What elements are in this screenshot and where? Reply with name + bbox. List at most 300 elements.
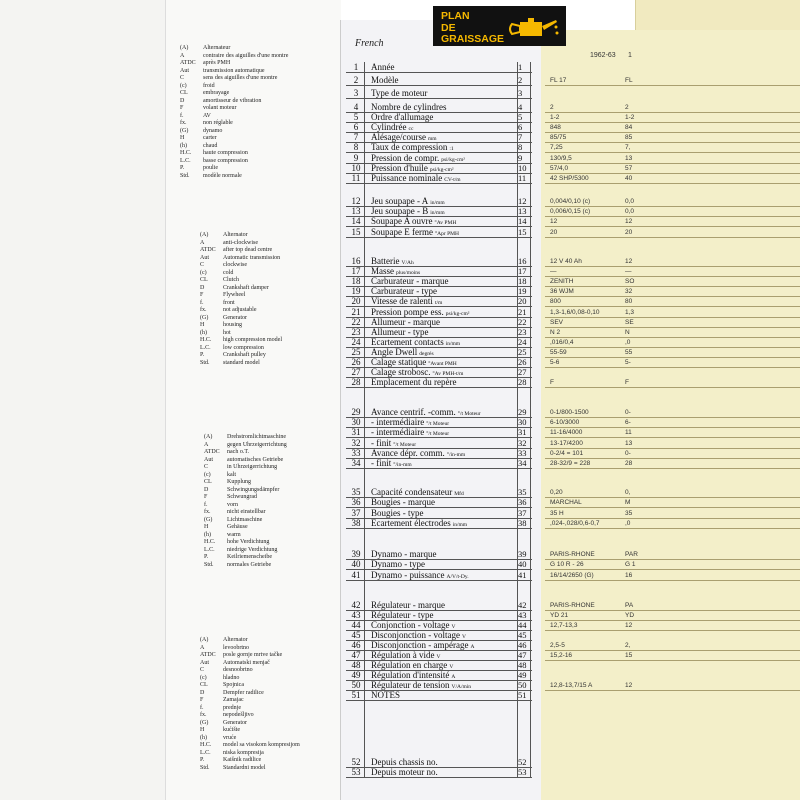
row-number: 3 <box>353 88 359 98</box>
legend-abbreviation: C <box>200 262 205 268</box>
row-label-text: - intermédiaire <box>371 427 425 438</box>
value-col1: 57/4,0 <box>550 164 569 172</box>
value-col2: 13 <box>625 154 633 162</box>
row-label-text: Bougies - marque <box>371 497 435 508</box>
legend-entry <box>204 449 287 457</box>
row-number-right: 29 <box>518 407 527 417</box>
row-number-right: 52 <box>518 757 527 767</box>
legend-meaning: housing <box>223 322 243 328</box>
row-number-right: 47 <box>518 650 527 660</box>
row-label-text: Avance centrif. -comm. <box>371 407 456 417</box>
legend-abbreviation: Std. <box>200 359 210 366</box>
value-col1: 130/9,5 <box>550 154 572 162</box>
row-number-right: 51 <box>518 690 527 700</box>
legend-abbreviation: (c) <box>200 674 207 681</box>
value-col2: F <box>625 379 629 387</box>
legend-entry <box>200 337 282 345</box>
row-label <box>371 377 511 387</box>
row-number: 14 <box>351 216 361 227</box>
row-number-right: 45 <box>518 630 527 640</box>
row-number-right: 50 <box>518 680 527 690</box>
legend-entry <box>180 105 288 113</box>
row-number: 22 <box>351 316 361 327</box>
row-number: 47 <box>351 650 361 660</box>
row-label-text: Carburateur - type <box>371 286 437 297</box>
row-label <box>371 458 511 470</box>
row-label-text: Régulateur - type <box>371 610 434 620</box>
value-rule <box>545 347 800 348</box>
value-rule <box>545 448 800 449</box>
legend-abbreviation: L.C. <box>200 749 211 756</box>
legend-meaning: Drehstromlichtmaschine <box>227 434 286 440</box>
value-col2: 0, <box>625 489 631 496</box>
legend-meaning: prednje <box>223 704 241 711</box>
row-label-text: Cylindrée <box>371 122 407 133</box>
row-number-right: 1 <box>518 62 523 72</box>
legend-entry <box>180 128 288 136</box>
value-col2: 0- <box>625 449 631 457</box>
row-number: 27 <box>351 367 361 378</box>
legend-abbreviation: CL <box>200 682 208 688</box>
spec-row <box>346 88 532 99</box>
legend-meaning: Zamajac <box>223 697 244 703</box>
value-col1: 12,8-13,7/15 A <box>550 682 593 689</box>
legend-meaning: embrayage <box>203 90 230 96</box>
legend-meaning: Flywheel <box>223 292 246 298</box>
row-label-text: Alésage/course <box>371 132 426 143</box>
value-rule <box>545 226 800 227</box>
row-number-right: 39 <box>518 549 527 559</box>
legend-abbreviation: CL <box>204 479 212 485</box>
row-number: 16 <box>351 256 361 266</box>
legend-abbreviation: H <box>180 135 185 141</box>
legend-meaning: niska kompresija <box>223 749 264 756</box>
value-col2: YD <box>625 612 635 619</box>
row-number: 41 <box>351 569 361 580</box>
legend-entry <box>200 660 300 668</box>
legend-abbreviation: (c) <box>200 269 207 276</box>
legend-entry <box>200 277 282 285</box>
legend-abbreviation: F <box>180 105 184 111</box>
value-col2: 2, <box>625 642 631 649</box>
legend-entry <box>180 90 288 98</box>
legend-meaning: Automatski menjač <box>223 659 270 666</box>
value-col1: 5-6 <box>550 359 560 366</box>
legend-abbreviation: ATDC <box>200 652 216 658</box>
legend-entry <box>200 720 300 728</box>
value-rule <box>545 337 800 338</box>
row-number-right: 34 <box>518 458 527 468</box>
legend-meaning: cold <box>223 269 234 276</box>
row-number: 2 <box>353 75 359 85</box>
spec-row <box>346 227 532 238</box>
legend-entry <box>180 98 288 106</box>
row-label <box>371 327 511 337</box>
legend-abbreviation: Std. <box>200 764 210 771</box>
spec-row <box>346 690 532 701</box>
legend-entry <box>180 173 288 181</box>
legend-abbreviation: Std. <box>180 172 190 179</box>
value-rule <box>545 387 800 388</box>
legend-entry <box>180 165 288 173</box>
row-label-text: Calage strobosc. <box>371 367 431 378</box>
legend-meaning: Crankshaft damper <box>223 284 269 291</box>
value-col1: 15,2-16 <box>550 652 573 659</box>
row-number: 6 <box>353 122 359 133</box>
value-col1: F <box>550 379 554 387</box>
legend-abbreviation: (A) <box>200 232 209 238</box>
legend-entry <box>200 645 300 653</box>
legend-abbreviation: (h) <box>200 329 207 336</box>
legend-meaning: dynamo <box>203 127 223 134</box>
row-unit: psi/kg-cm² <box>445 310 470 317</box>
row-number-right: 5 <box>518 112 523 123</box>
spec-row <box>346 767 532 778</box>
legend-entry <box>180 143 288 151</box>
value-col1: MARCHAL <box>550 499 582 507</box>
value-col2: 12 <box>625 682 633 689</box>
legend-meaning: Gehäuse <box>227 524 248 530</box>
legend-meaning: Schwingungsdämpfer <box>227 486 280 493</box>
row-label-text: - intermédiaire <box>371 417 425 428</box>
legend-entry <box>204 479 287 487</box>
legend-abbreviation: D <box>180 97 185 104</box>
spec-row <box>346 75 532 86</box>
legend-entry <box>200 652 300 660</box>
legend-entry <box>180 53 288 61</box>
value-rule <box>545 367 800 368</box>
legend-meaning: anti-clockwise <box>223 239 258 246</box>
legend-meaning: Crankshaft pulley <box>223 352 266 358</box>
row-number-right: 33 <box>518 447 527 458</box>
legend-entry <box>200 270 282 278</box>
row-number: 42 <box>351 600 361 610</box>
legend-abbreviation: P. <box>204 554 209 560</box>
value-rule <box>545 690 800 691</box>
value-col1: ,016/0,4 <box>550 338 574 346</box>
row-number-right: 28 <box>518 377 527 388</box>
row-number-right: 44 <box>518 620 527 630</box>
row-label-text: Vitesse de ralenti <box>371 296 433 307</box>
row-number: 18 <box>351 276 361 287</box>
legend-entry <box>204 509 287 517</box>
value-rule <box>545 327 800 328</box>
legend-abbreviation: Std. <box>204 561 214 568</box>
row-number: 23 <box>351 326 361 337</box>
legend-meaning: desnoobrtno <box>223 667 253 673</box>
legend-abbreviation: F <box>204 494 208 500</box>
legend-abbreviation: ATDC <box>180 60 196 66</box>
row-label-text: Disconjonction - voltage <box>371 630 460 640</box>
legend-meaning: nicht einstellbar <box>227 509 266 515</box>
legend-meaning: model sa visokom kompresijom <box>223 742 300 748</box>
row-label-text: Nombre de cylindres <box>371 102 447 112</box>
row-number: 36 <box>351 497 361 508</box>
value-col2: 11 <box>625 429 632 437</box>
row-unit: :1 <box>449 146 454 153</box>
row-number: 39 <box>351 549 361 559</box>
legend-entry <box>200 255 282 263</box>
legend-meaning: Kaišnik radilice <box>223 757 262 763</box>
value-col1: 12 V 40 Ah <box>550 258 582 265</box>
legend-abbreviation: (h) <box>204 531 211 538</box>
row-label-text: Puissance nominale <box>371 172 443 183</box>
legend-meaning: Spojnica <box>223 682 244 688</box>
row-number: 49 <box>351 670 361 680</box>
value-col2: G 1 <box>625 561 636 569</box>
legend-abbreviation: fx. <box>180 120 187 126</box>
row-number: 21 <box>351 306 361 317</box>
legend-entry <box>200 307 282 315</box>
legend-entry <box>200 352 282 360</box>
legend-meaning: Alternator <box>223 637 248 643</box>
value-col1: N 2 <box>550 328 561 336</box>
row-number: 50 <box>351 680 361 690</box>
row-label-text: Régulateur - marque <box>371 600 445 610</box>
row-unit: °Avant PMH <box>428 361 457 367</box>
value-col1: 0-2/4 = 101 <box>550 449 584 457</box>
row-unit: °/t Moteur <box>457 411 481 417</box>
value-rule <box>545 276 800 277</box>
legend-abbreviation: A <box>180 52 185 59</box>
value-col2: 7, <box>625 144 631 152</box>
legend-entry <box>200 322 282 330</box>
row-number: 53 <box>351 767 361 777</box>
legend-meaning: amortisseur de vibration <box>203 97 262 104</box>
legend-serbian <box>200 637 300 772</box>
row-unit: V <box>449 664 454 670</box>
legend-abbreviation: (c) <box>204 471 211 478</box>
value-col2: N <box>625 328 630 336</box>
legend-abbreviation: fx. <box>200 307 207 313</box>
row-number-right: 9 <box>518 152 523 163</box>
row-label <box>371 286 511 296</box>
legend-entry <box>200 735 300 743</box>
row-label-text: Soupape A ouvre <box>371 216 433 227</box>
row-unit: in/mm <box>445 340 461 347</box>
legend-meaning: Alternator <box>223 232 248 238</box>
row-number: 8 <box>353 142 359 153</box>
value-col2: 1,3 <box>625 308 635 316</box>
legend-entry <box>200 330 282 338</box>
value-rule <box>545 630 800 631</box>
row-number-right: 31 <box>518 427 527 438</box>
row-label-text: Dynamo - marque <box>371 549 437 559</box>
value-col1: G 10 R - 26 <box>550 561 584 569</box>
value-col2: 35 <box>625 509 633 517</box>
legend-entry <box>180 113 288 121</box>
row-label-text: Régulation d'intensité <box>371 670 450 680</box>
value-col1: 2 <box>550 104 554 111</box>
value-rule <box>545 417 800 418</box>
value-col1: ,024-,028/0,6-0,7 <box>550 519 600 527</box>
row-number: 10 <box>351 162 361 173</box>
row-unit: °/t Moteur <box>426 421 450 428</box>
legend-meaning: haute compression <box>203 150 248 156</box>
value-col1: 11-16/4000 <box>550 429 583 437</box>
row-number: 33 <box>351 447 361 458</box>
value-col2: 40 <box>625 174 633 182</box>
value-col2: 57 <box>625 164 633 172</box>
legend-entry <box>200 315 282 323</box>
row-number: 48 <box>351 660 361 670</box>
legend-abbreviation: H.C. <box>200 742 212 748</box>
legend-meaning: basse compression <box>203 157 248 164</box>
legend-meaning: chaud <box>203 142 218 149</box>
row-number: 17 <box>351 266 361 277</box>
legend-entry <box>180 135 288 143</box>
row-unit: mm <box>427 136 437 143</box>
row-label-text: Jeu soupape - B <box>371 206 429 217</box>
row-number-right: 12 <box>518 196 527 206</box>
spec-row <box>346 570 532 581</box>
row-number-right: 36 <box>518 497 527 508</box>
legend-abbreviation: P. <box>200 757 205 763</box>
legend-entry <box>204 434 287 442</box>
row-label <box>371 518 511 530</box>
row-unit: V <box>451 624 456 630</box>
legend-meaning: standard model <box>223 359 260 366</box>
row-unit: A <box>470 644 475 650</box>
legend-abbreviation: f. <box>180 112 184 119</box>
legend-meaning: front <box>223 299 235 306</box>
row-label <box>371 600 511 610</box>
legend-meaning: Alternateur <box>203 45 231 51</box>
value-col2: 12 <box>625 218 633 226</box>
value-rule <box>545 357 800 358</box>
row-number: 9 <box>353 152 359 163</box>
background-left <box>0 0 165 800</box>
legend-abbreviation: f. <box>200 299 204 306</box>
legend-meaning: Kupplung <box>227 479 251 485</box>
legend-abbreviation: Aut <box>200 659 209 666</box>
value-col2: 6- <box>625 419 631 427</box>
row-unit: psi/kg-cm² <box>429 166 454 173</box>
value-col1: 0,20 <box>550 489 563 496</box>
row-number: 34 <box>351 458 361 468</box>
legend-meaning: after top dead centre <box>223 247 273 253</box>
legend-meaning: non réglable <box>203 120 233 126</box>
row-label <box>371 227 511 239</box>
value-col2: ,0 <box>625 338 631 346</box>
row-number-right: 6 <box>518 122 523 133</box>
legend-abbreviation: A <box>200 239 205 246</box>
logo-line-1: PLAN <box>441 10 470 22</box>
legend-abbreviation: (A) <box>204 434 213 440</box>
row-number-right: 40 <box>518 559 527 570</box>
row-unit: V <box>436 654 441 660</box>
row-label-text: Allumeur - type <box>371 326 429 337</box>
legend-abbreviation: D <box>204 486 209 493</box>
legend-entry <box>200 232 282 240</box>
row-label <box>371 549 511 559</box>
row-label-text: Jeu soupape - A <box>371 196 429 206</box>
row-number: 12 <box>351 196 361 206</box>
row-label-text: Conjonction - voltage <box>371 620 450 630</box>
value-col2: 85 <box>625 134 633 142</box>
value-col1: 0,006/0,15 (c) <box>550 208 591 216</box>
legend-abbreviation: ATDC <box>200 247 216 253</box>
row-label-text: Pression pompe ess. <box>371 306 444 317</box>
row-number: 4 <box>353 102 359 112</box>
legend-english <box>200 232 282 367</box>
row-number-right: 15 <box>518 226 527 237</box>
row-number: 24 <box>351 336 361 347</box>
row-number-right: 18 <box>518 276 527 287</box>
row-number-right: 30 <box>518 417 527 428</box>
value-col2: FL <box>625 77 633 84</box>
legend-abbreviation: H <box>200 727 205 733</box>
legend-abbreviation: L.C. <box>204 546 215 553</box>
legend-abbreviation: (c) <box>180 82 187 89</box>
legend-meaning: posle gornje mrtve tačke <box>223 652 283 658</box>
legend-abbreviation: ATDC <box>204 449 220 455</box>
row-number-right: 8 <box>518 142 523 153</box>
row-number: 43 <box>351 610 361 620</box>
row-number: 38 <box>351 517 361 528</box>
value-rule <box>545 152 800 153</box>
legend-abbreviation: (h) <box>180 142 187 149</box>
value-col1: PARIS-RHONE <box>550 551 595 558</box>
spec-row <box>346 518 532 529</box>
row-label <box>371 497 511 507</box>
value-col2: 5- <box>625 359 631 366</box>
row-label <box>371 559 511 569</box>
value-col2: — <box>625 268 632 276</box>
legend-entry <box>204 464 287 472</box>
legend-abbreviation: (h) <box>200 734 207 741</box>
row-number: 28 <box>351 377 361 388</box>
legend-meaning: kalt <box>227 471 236 478</box>
value-col1: 42 SHP/5300 <box>550 174 589 182</box>
row-label-text: Régulation en charge <box>371 660 448 670</box>
legend-abbreviation: H.C. <box>180 150 192 156</box>
row-label-text: Dynamo - puissance <box>371 569 445 580</box>
row-number-right: 4 <box>518 102 523 112</box>
value-col2: SO <box>625 278 635 286</box>
legend-abbreviation: C <box>200 667 205 673</box>
row-label-text: Capacité condensateur <box>371 487 453 497</box>
row-label-text: - finit <box>371 437 392 448</box>
legend-meaning: in Uhrzeigerrichtung <box>227 464 278 470</box>
legend-abbreviation: F <box>200 697 204 703</box>
row-label-text: Emplacement du repère <box>371 377 457 388</box>
row-number: 15 <box>351 226 361 237</box>
row-number-right: 17 <box>518 266 527 277</box>
legend-entry <box>204 554 287 562</box>
value-col1: 12 <box>550 218 558 226</box>
value-rule <box>545 660 800 661</box>
row-label-text: NOTES <box>371 690 400 700</box>
row-label-text: Ecartement contacts <box>371 336 444 347</box>
legend-entry <box>180 158 288 166</box>
row-label-text: Bougies - type <box>371 507 424 518</box>
row-unit: Mfd <box>454 491 464 497</box>
value-col1: ZENITH <box>550 278 574 286</box>
value-rule <box>545 122 800 123</box>
value-col1: 1-2 <box>550 114 560 122</box>
row-label-text: Ordre d'allumage <box>371 112 434 123</box>
row-label <box>371 570 511 582</box>
legend-entry <box>200 750 300 758</box>
logo-line-2: DE <box>441 22 456 34</box>
value-col2: 84 <box>625 124 633 132</box>
row-unit: °/in-mm <box>446 451 466 458</box>
value-col2: 15 <box>625 652 633 659</box>
legend-abbreviation: (A) <box>200 637 209 643</box>
row-number-right: 37 <box>518 507 527 518</box>
row-unit: V/Ah <box>401 260 414 266</box>
